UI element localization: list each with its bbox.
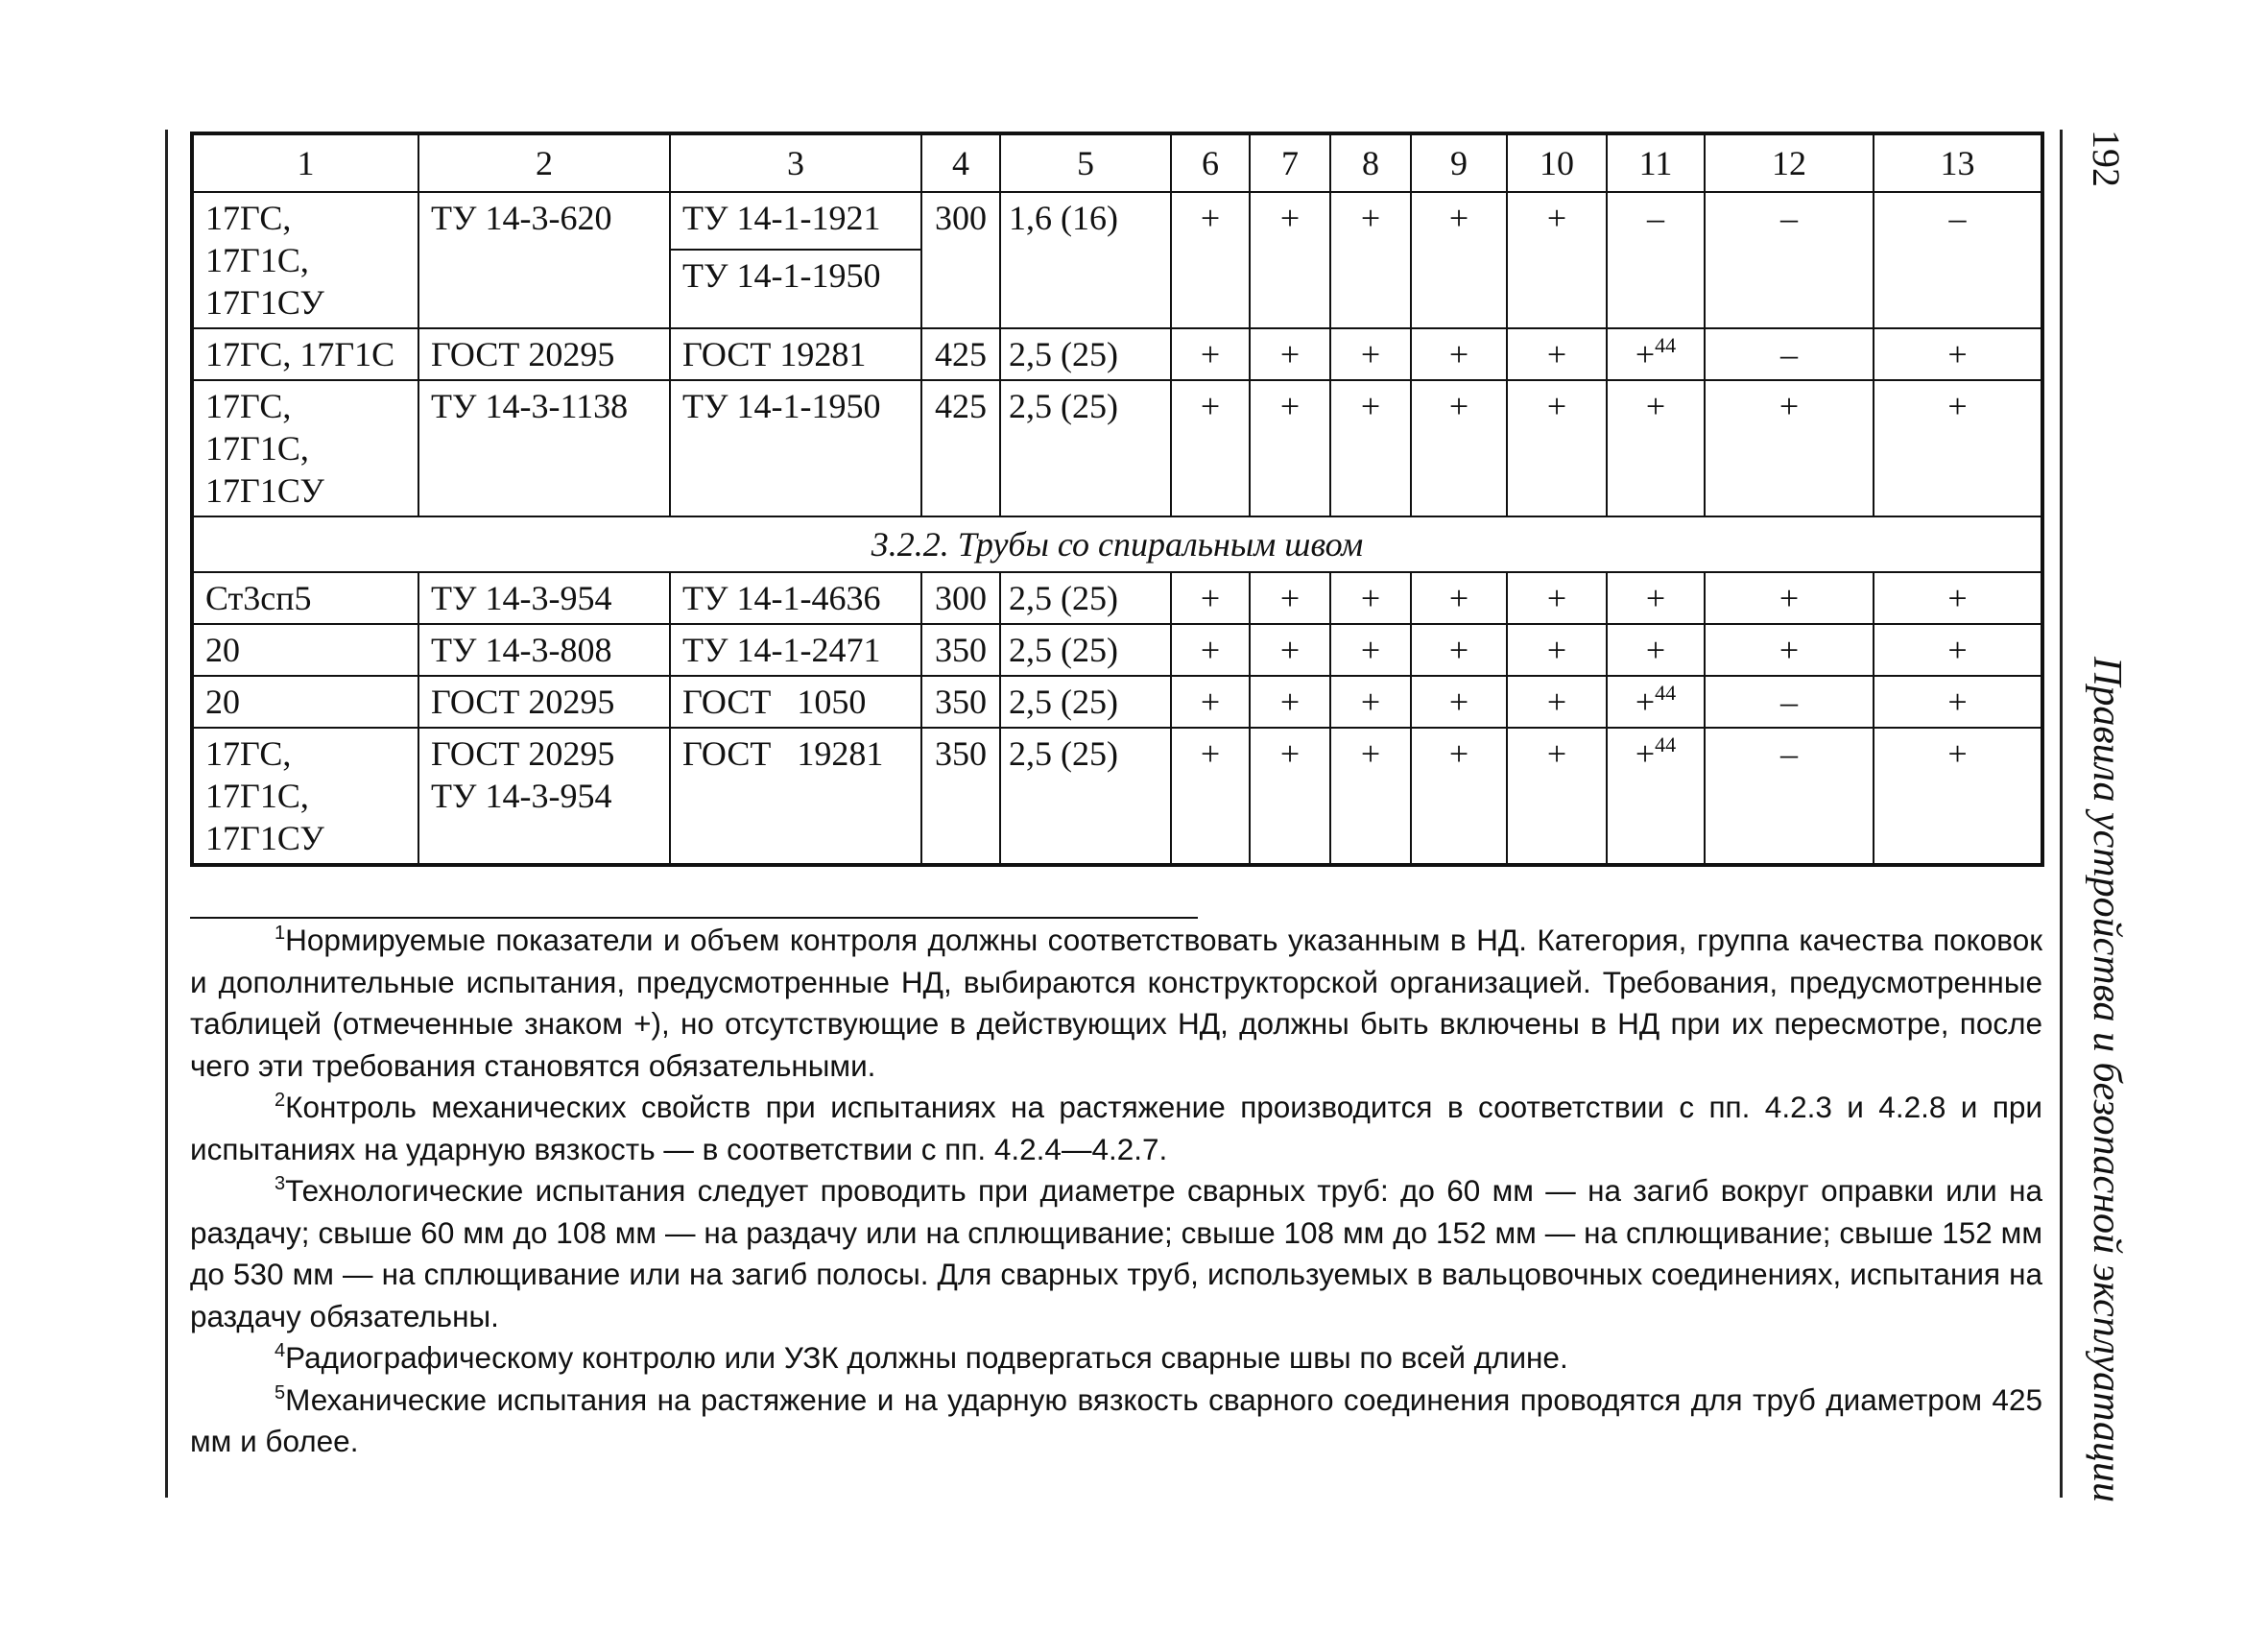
running-title: Правила устройства и безопасной эксплуатации bbox=[2085, 657, 2129, 1502]
requirement-mark-cell: + bbox=[1411, 380, 1507, 516]
requirement-mark-cell: + bbox=[1250, 676, 1330, 728]
pipe-standard-cell: ГОСТ 20295 bbox=[418, 328, 670, 380]
header-cell: 8 bbox=[1330, 133, 1411, 192]
header-cell: 2 bbox=[418, 133, 670, 192]
footnote-separator bbox=[190, 917, 1198, 919]
header-cell: 11 bbox=[1607, 133, 1705, 192]
requirement-mark-cell: + bbox=[1250, 624, 1330, 676]
sheet-standard-cell: ТУ 14-1-4636 bbox=[670, 572, 921, 624]
requirement-mark-cell: + bbox=[1507, 572, 1607, 624]
footnote-ref: 44 bbox=[1655, 732, 1677, 756]
requirement-mark-cell: + bbox=[1507, 328, 1607, 380]
steel-grade-cell: 17ГС, 17Г1С, 17Г1СУ bbox=[192, 192, 418, 328]
requirement-mark-cell: + bbox=[1411, 728, 1507, 865]
requirement-mark-cell: – bbox=[1705, 328, 1874, 380]
requirement-mark-cell: + bbox=[1250, 728, 1330, 865]
requirement-mark-cell: + bbox=[1411, 572, 1507, 624]
footnote: $^2$Контроль механических свойств при испытаниях на растяжение производится в соответствии с пп. 4.2.3 и 4.2.8 и при испытаниях на ударную вязкость — в соответствии с пп. 4.2.4—4.2.7. bbox=[190, 1090, 2042, 1166]
running-header bbox=[2068, 130, 2145, 1512]
requirement-mark-cell: + bbox=[1507, 380, 1607, 516]
table-row bbox=[192, 192, 2042, 328]
requirement-mark-cell: + bbox=[1250, 192, 1330, 328]
requirement-mark-cell: + bbox=[1330, 572, 1411, 624]
table-row bbox=[192, 328, 2042, 380]
requirement-mark-cell: + bbox=[1507, 192, 1607, 328]
page-number: 192 bbox=[2085, 130, 2129, 187]
steel-grade-cell: 20 bbox=[192, 624, 418, 676]
requirement-mark-cell: + bbox=[1330, 728, 1411, 865]
temperature-cell: 425 bbox=[921, 328, 1000, 380]
requirement-mark-cell: + bbox=[1171, 572, 1250, 624]
sheet-standard-cell: ГОСТ 19281 bbox=[670, 728, 921, 865]
requirement-mark-cell: + bbox=[1507, 624, 1607, 676]
footnote-mark: 5 bbox=[275, 1381, 286, 1404]
requirement-mark-cell: + bbox=[1330, 192, 1411, 328]
requirement-mark-cell: + bbox=[1330, 624, 1411, 676]
requirement-mark-cell: – bbox=[1705, 676, 1874, 728]
table-row bbox=[192, 380, 2042, 516]
requirement-mark-cell: + bbox=[1411, 676, 1507, 728]
requirement-mark-cell: – bbox=[1705, 728, 1874, 865]
requirement-mark-cell: + bbox=[1607, 624, 1705, 676]
temperature-cell: 300 bbox=[921, 572, 1000, 624]
table-row bbox=[192, 676, 2042, 728]
pressure-cell: 2,5 (25) bbox=[1000, 624, 1171, 676]
section-row bbox=[192, 516, 2042, 572]
temperature-cell: 350 bbox=[921, 624, 1000, 676]
sheet-standard-cell: ТУ 14-1-2471 bbox=[670, 624, 921, 676]
steel-grade-cell: 17ГС, 17Г1С, 17Г1СУ bbox=[192, 380, 418, 516]
section-title: 3.2.2. Трубы со спиральным швом bbox=[192, 516, 2042, 572]
requirement-mark-cell: +$^{44}$ bbox=[1607, 728, 1705, 865]
requirement-mark-cell: + bbox=[1250, 380, 1330, 516]
requirement-mark-cell: – bbox=[1874, 192, 2042, 328]
requirement-mark-cell: + bbox=[1411, 328, 1507, 380]
requirement-mark-cell: + bbox=[1330, 676, 1411, 728]
requirement-mark-cell: + bbox=[1705, 624, 1874, 676]
footnote-ref: 44 bbox=[1655, 333, 1677, 357]
requirement-mark-cell: + bbox=[1171, 192, 1250, 328]
pressure-cell: 2,5 (25) bbox=[1000, 676, 1171, 728]
header-cell: 7 bbox=[1250, 133, 1330, 192]
header-cell: 3 bbox=[670, 133, 921, 192]
pipe-standard-cell: ТУ 14-3-954 bbox=[418, 572, 670, 624]
footnote-mark: 4 bbox=[275, 1340, 286, 1361]
requirement-mark-cell: + bbox=[1607, 572, 1705, 624]
table-row bbox=[192, 728, 2042, 865]
requirements-table bbox=[190, 132, 2044, 867]
header-cell: 12 bbox=[1705, 133, 1874, 192]
requirement-mark-cell: + bbox=[1330, 328, 1411, 380]
footnotes bbox=[190, 920, 2042, 1463]
requirement-mark-cell: + bbox=[1507, 728, 1607, 865]
requirement-mark-cell: + bbox=[1507, 676, 1607, 728]
requirement-mark-cell: + bbox=[1705, 572, 1874, 624]
requirement-mark-cell: + bbox=[1411, 192, 1507, 328]
requirement-mark-cell: + bbox=[1330, 380, 1411, 516]
pressure-cell: 2,5 (25) bbox=[1000, 572, 1171, 624]
footnote-mark: 1 bbox=[275, 923, 286, 944]
requirement-mark-cell: + bbox=[1171, 624, 1250, 676]
requirement-mark-cell: + bbox=[1250, 572, 1330, 624]
pipe-standard-cell: ТУ 14-3-808 bbox=[418, 624, 670, 676]
sheet-standard-cell: ГОСТ 1050 bbox=[670, 676, 921, 728]
requirement-mark-cell: + bbox=[1874, 328, 2042, 380]
pressure-cell: 2,5 (25) bbox=[1000, 328, 1171, 380]
header-cell: 4 bbox=[921, 133, 1000, 192]
steel-grade-cell: 17ГС, 17Г1С bbox=[192, 328, 418, 380]
right-margin-rule bbox=[2060, 130, 2063, 1498]
requirement-mark-cell: + bbox=[1874, 572, 2042, 624]
requirement-mark-cell: + bbox=[1874, 728, 2042, 865]
pipe-standard-cell: ТУ 14-3-620 bbox=[418, 192, 670, 328]
requirement-mark-cell: + bbox=[1250, 328, 1330, 380]
sheet-standard-cell: ТУ 14-1-1921 ТУ 14-1-1950 bbox=[670, 192, 921, 328]
footnote: $^3$Технологические испытания следует проводить при диаметре сварных труб: до 60 мм — на загиб вокруг оправки или на раздачу; свыше 60 мм до 108 мм — на раздачу или на сплющивание; свыше 108 мм до 152 мм — на сплющивание; свыше 152 мм до 530 мм — на сплющивание или на загиб полосы. Для сварных труб, используемых в вальцовочных соединениях, испытания на раздачу обязательны. bbox=[190, 1173, 2042, 1333]
requirement-mark-cell: + bbox=[1874, 380, 2042, 516]
table-row bbox=[192, 572, 2042, 624]
header-cell: 10 bbox=[1507, 133, 1607, 192]
pressure-cell: 1,6 (16) bbox=[1000, 192, 1171, 328]
temperature-cell: 300 bbox=[921, 192, 1000, 328]
pipe-standard-cell: ГОСТ 20295 bbox=[418, 676, 670, 728]
header-cell: 9 bbox=[1411, 133, 1507, 192]
footnote: $^1$Нормируемые показатели и объем контроля должны соответствовать указанным в НД. Категория, группа качества поковок и дополнительные испытания, предусмотренные НД, выбираются конструкторской организацией. Требования, предусмотренные таблицей (отмеченные знаком +), но отсутствующие в действующих НД, должны быть включены в НД при их пересмотре, после чего эти требования становятся обязательными. bbox=[190, 923, 2042, 1083]
steel-grade-cell: 20 bbox=[192, 676, 418, 728]
requirement-mark-cell: + bbox=[1607, 380, 1705, 516]
steel-grade-cell: Ст3сп5 bbox=[192, 572, 418, 624]
footnote: $^4$Радиографическому контролю или УЗК должны подвергаться сварные швы по всей длине. bbox=[275, 1340, 1568, 1375]
temperature-cell: 425 bbox=[921, 380, 1000, 516]
requirement-mark-cell: + bbox=[1874, 624, 2042, 676]
sheet-standard-cell: ГОСТ 19281 bbox=[670, 328, 921, 380]
pipe-standard-cell: ТУ 14-3-1138 bbox=[418, 380, 670, 516]
header-cell: 1 bbox=[192, 133, 418, 192]
header-row bbox=[192, 133, 2042, 192]
requirement-mark-cell: + bbox=[1171, 380, 1250, 516]
requirement-mark-cell: +$^{44}$ bbox=[1607, 676, 1705, 728]
left-margin-rule bbox=[165, 130, 168, 1498]
requirement-mark-cell: +$^{44}$ bbox=[1607, 328, 1705, 380]
requirement-mark-cell: + bbox=[1171, 676, 1250, 728]
header-cell: 13 bbox=[1874, 133, 2042, 192]
requirement-mark-cell: – bbox=[1607, 192, 1705, 328]
requirement-mark-cell: – bbox=[1705, 192, 1874, 328]
temperature-cell: 350 bbox=[921, 728, 1000, 865]
footnote: $^5$Механические испытания на растяжение и на ударную вязкость сварного соединения проводятся для труб диаметром 425 мм и более. bbox=[190, 1381, 2042, 1458]
sheet-standard-cell: ТУ 14-1-1950 bbox=[670, 380, 921, 516]
footnote-ref: 44 bbox=[1655, 681, 1677, 705]
requirement-mark-cell: + bbox=[1874, 676, 2042, 728]
pressure-cell: 2,5 (25) bbox=[1000, 728, 1171, 865]
requirement-mark-cell: + bbox=[1171, 728, 1250, 865]
requirement-mark-cell: + bbox=[1705, 380, 1874, 516]
temperature-cell: 350 bbox=[921, 676, 1000, 728]
requirement-mark-cell: + bbox=[1171, 328, 1250, 380]
requirement-mark-cell: + bbox=[1411, 624, 1507, 676]
footnote-mark: 3 bbox=[275, 1173, 286, 1194]
header-cell: 5 bbox=[1000, 133, 1171, 192]
header-cell: 6 bbox=[1171, 133, 1250, 192]
steel-grade-cell: 17ГС, 17Г1С, 17Г1СУ bbox=[192, 728, 418, 865]
table-row bbox=[192, 624, 2042, 676]
footnote-mark: 2 bbox=[275, 1090, 286, 1111]
pipe-standard-cell: ГОСТ 20295 ТУ 14-3-954 bbox=[418, 728, 670, 865]
pressure-cell: 2,5 (25) bbox=[1000, 380, 1171, 516]
